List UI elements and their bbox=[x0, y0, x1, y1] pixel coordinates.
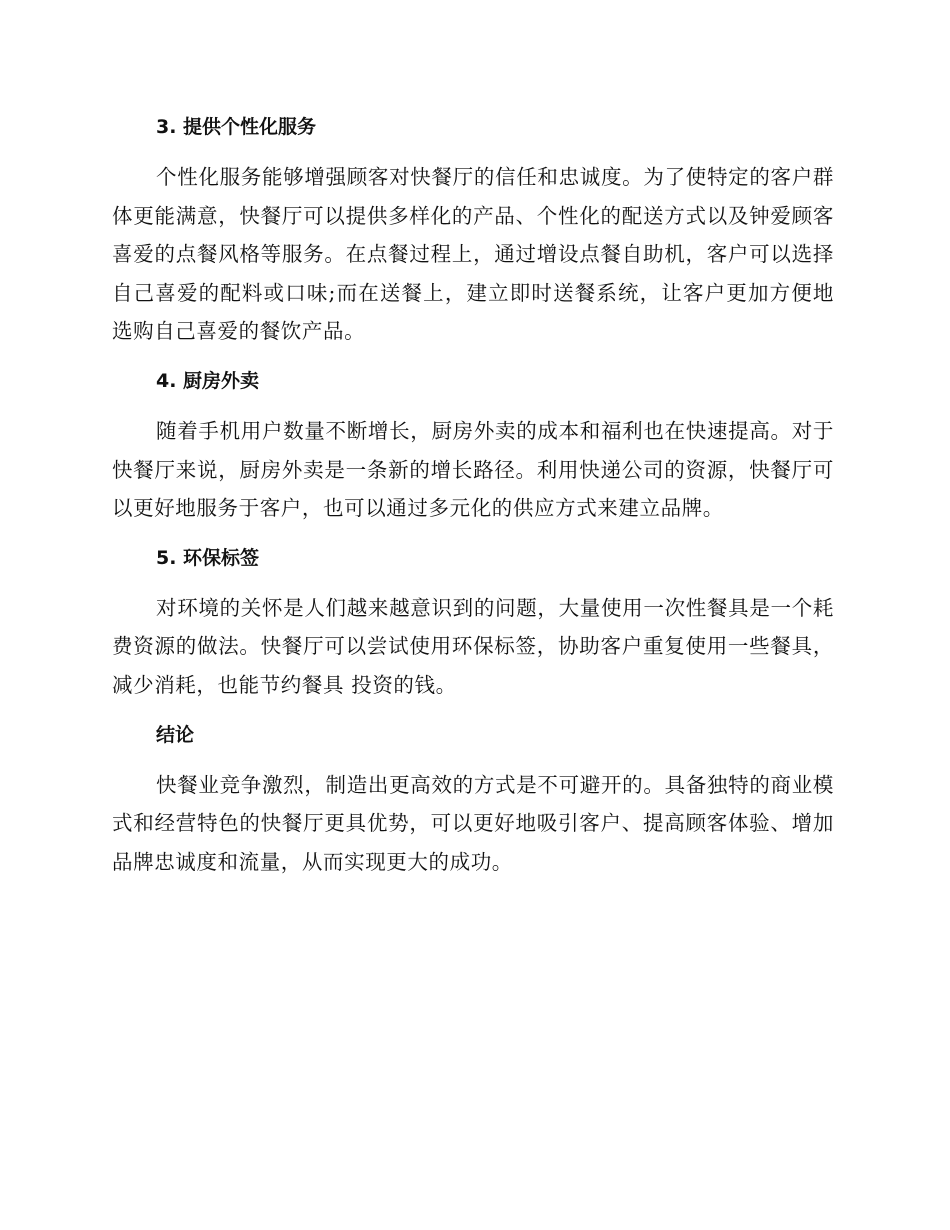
section-heading-conclusion: 结论 bbox=[156, 723, 195, 746]
section-heading-kitchen-delivery: 4. 厨房外卖 bbox=[156, 369, 260, 392]
section-paragraph-personalized-service: 个性化服务能够增强顾客对快餐厅的信任和忠诚度。为了使特定的客户群体更能满意，快餐厅可以提供多样化的产品、个性化的配送方式以及钟爱顾客喜爱的点餐风格等服务。在点餐过程上，通过增设点餐自助机，客户可以选择自己喜爱的配料或口味;而在送餐上，建立即时送餐系统，让客户更加方便地选购自己喜爱的餐饮产品。 bbox=[112, 165, 834, 344]
section-heading-personalized-service: 3. 提供个性化服务 bbox=[156, 116, 317, 138]
section-paragraph-kitchen-delivery: 随着手机用户数量不断增长，厨房外卖的成本和福利也在快速提高。对于快餐厅来说，厨房外卖是一条新的增长路径。利用快递公司的资源，快餐厅可以更好地服务于客户，也可以通过多元化的供应方式来建立品牌。 bbox=[112, 418, 834, 521]
section-paragraph-conclusion: 快餐业竞争激烈，制造出更高效的方式是不可避开的。具备独特的商业模式和经营特色的快餐厅更具优势，可以更好地吸引客户、提高顾客体验、增加品牌忠诚度和流量，从而实现更大的成功。 bbox=[112, 772, 834, 874]
section-heading-eco-label: 5. 环保标签 bbox=[156, 546, 260, 569]
section-paragraph-eco-label: 对环境的关怀是人们越来越意识到的问题，大量使用一次性餐具是一个耗费资源的做法。快餐厅可以尝试使用环保标签，协助客户重复使用一些餐具，减少消耗，也能节约餐具 投资的钱。 bbox=[112, 595, 834, 697]
document-body bbox=[112, 108, 834, 881]
